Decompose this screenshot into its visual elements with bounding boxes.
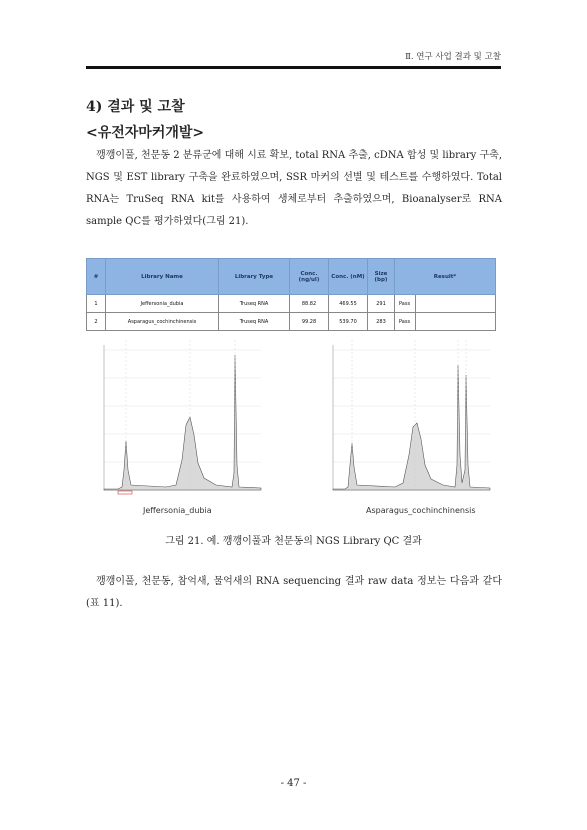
col-header-conc-nm: Conc. (nM): [329, 259, 368, 295]
col-header-conc-ng: Conc. (ng/ul): [290, 259, 329, 295]
figure-caption: 그림 21. 예. 깽깽이풀과 천문동의 NGS Library QC 결과: [165, 536, 422, 547]
cell-result: Pass: [395, 313, 416, 331]
cell-size: 283: [368, 313, 395, 331]
electropherogram-asparagus: [315, 335, 495, 505]
cell-library-name: Jeffersonia_dubia: [106, 295, 219, 313]
electropherogram-jeffersonia: [86, 335, 266, 505]
qc-table: [86, 258, 496, 331]
trace-asparagus: [333, 365, 490, 490]
cell-library-name: Asparagus_cochinchinensis: [106, 313, 219, 331]
section-title: 4) 결과 및 고찰: [86, 99, 185, 115]
col-header-result: Result*: [395, 259, 496, 295]
cell-conc-nm: 539.70: [329, 313, 368, 331]
cell-result: Pass: [395, 295, 416, 313]
cell-result-blank: [416, 295, 496, 313]
cell-conc-ng: 88.82: [290, 295, 329, 313]
col-header-library-type: Library Type: [219, 259, 290, 295]
running-header: Ⅱ. 연구 사업 결과 및 고찰: [405, 52, 501, 62]
table-row: [87, 295, 496, 313]
chart-caption-jeffersonia: Jeffersonia_dubia: [143, 506, 212, 515]
page-number: - 47 -: [280, 778, 307, 789]
col-header-size: Size (bp): [368, 259, 395, 295]
cell-size: 291: [368, 295, 395, 313]
col-header-index: #: [87, 259, 106, 295]
paragraph-intro: 깽깽이풀, 천문동 2 분류군에 대해 시료 확보, total RNA 추출, cDNA 합성 및 library 구축, NGS 및 EST library 구축을 완료하였으며, SSR 마커의 선별 및 테스트를 수행하였다. Total RNA는 TruSeq RNA kit를 사용하여 생체로부터 추출하였으며, Bioanalyser로 RNA sample QC를 평가하였다(그림 21).: [86, 150, 502, 227]
cell-index: 1: [87, 295, 106, 313]
paragraph-sequencing: 깽깽이풀, 천문동, 참억새, 물억새의 RNA sequencing 결과 raw data 정보는 다음과 같다(표 11).: [86, 576, 502, 609]
qc-table-wrap: [86, 258, 496, 331]
section-subtitle: <유전자마커개발>: [86, 125, 205, 141]
cell-library-type: Truseq RNA: [219, 313, 290, 331]
header-rule: [86, 66, 501, 69]
trace-jeffersonia: [104, 355, 261, 490]
qc-table-header-row: [87, 259, 496, 295]
cell-result-blank: [416, 313, 496, 331]
cell-index: 2: [87, 313, 106, 331]
cell-conc-nm: 469.55: [329, 295, 368, 313]
col-header-library-name: Library Name: [106, 259, 219, 295]
cell-conc-ng: 99.28: [290, 313, 329, 331]
chart-caption-asparagus: Asparagus_cochinchinensis: [366, 506, 476, 515]
table-row: [87, 313, 496, 331]
cell-library-type: Truseq RNA: [219, 295, 290, 313]
